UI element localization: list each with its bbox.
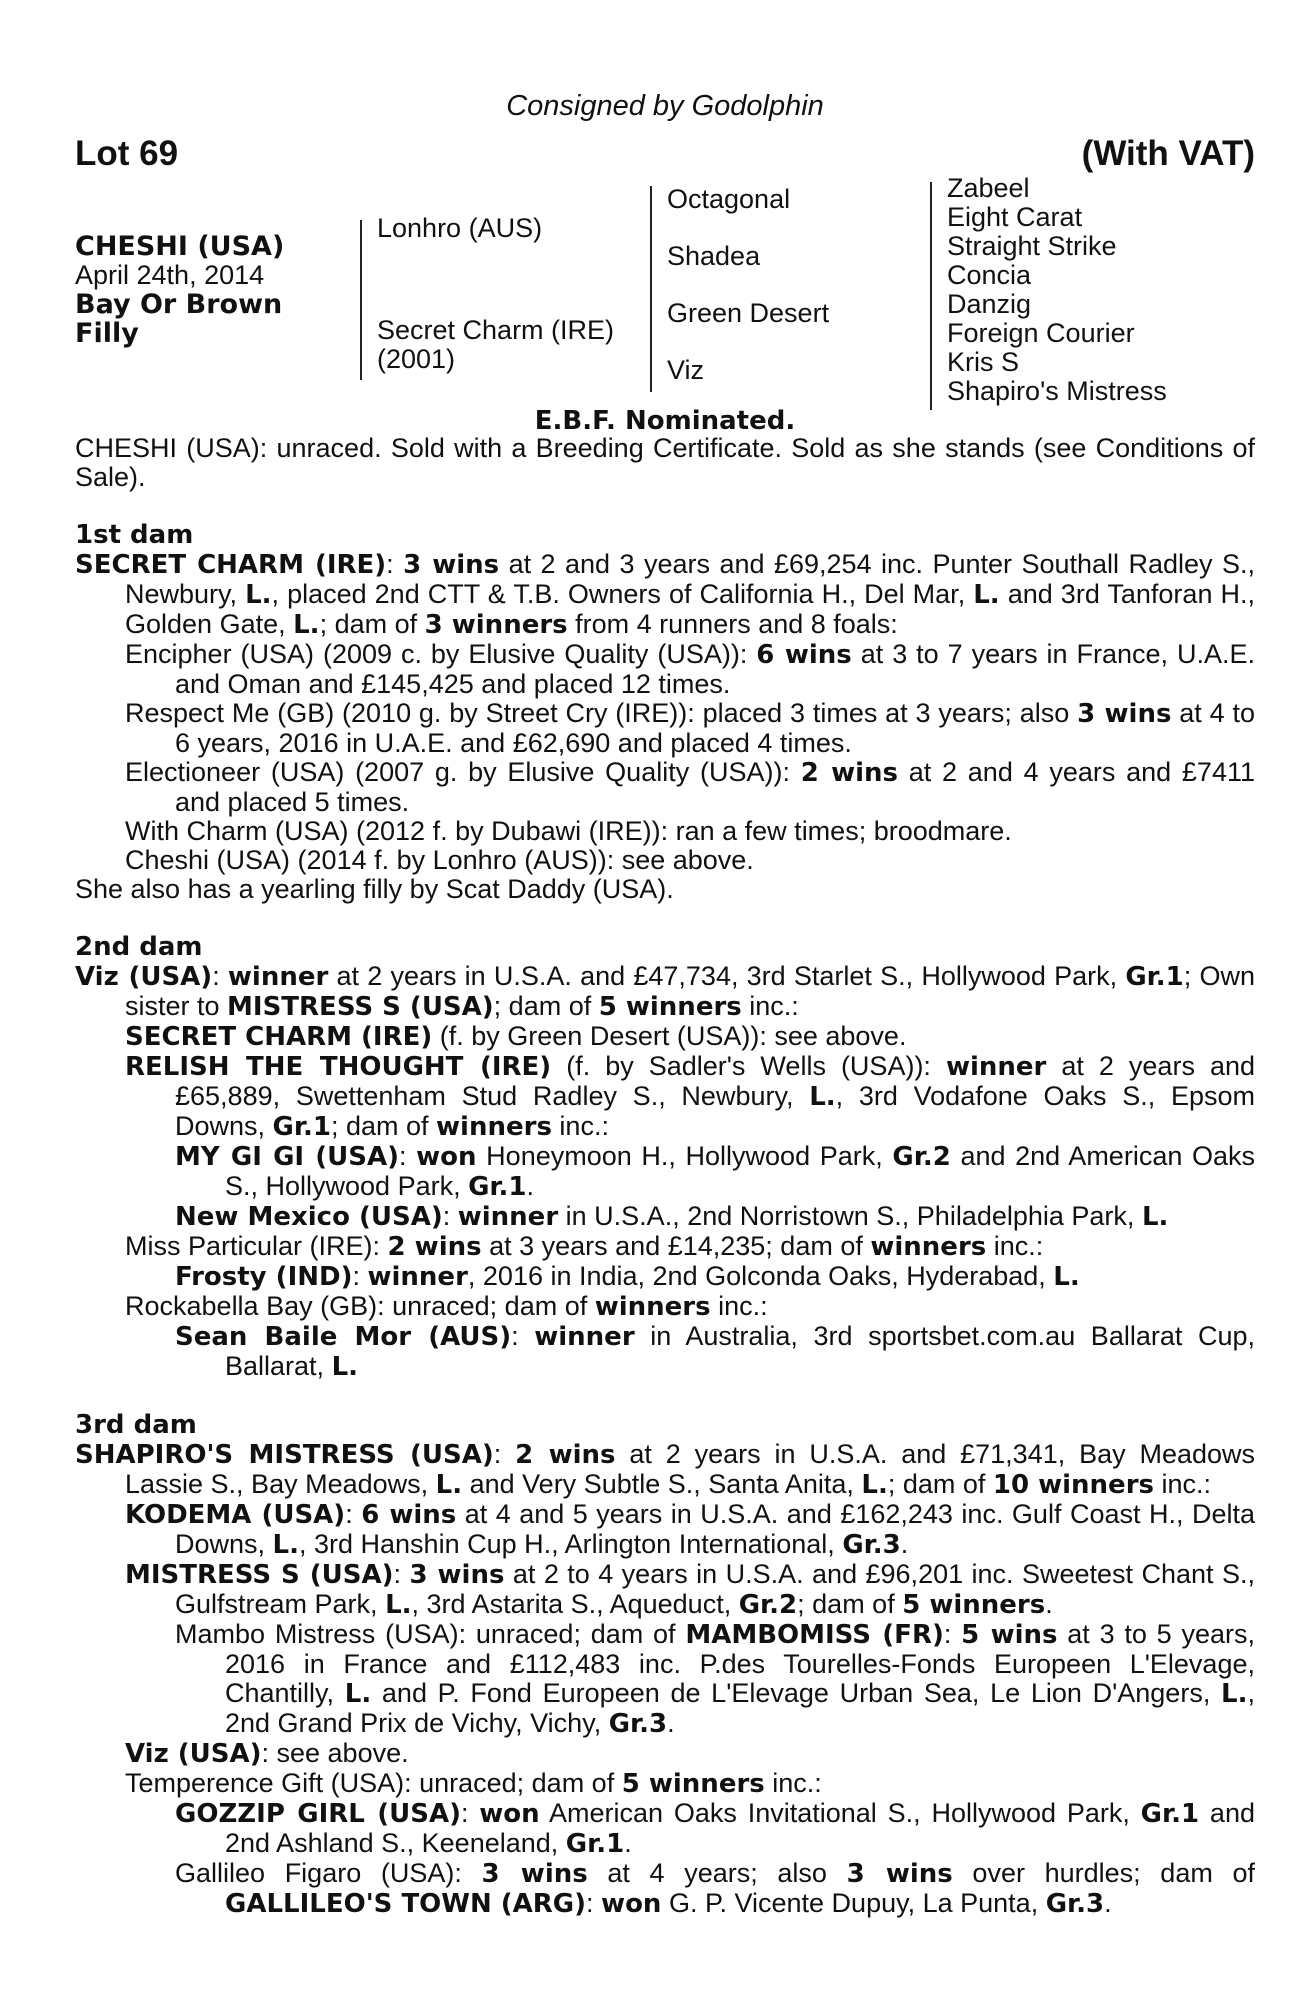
text: . [900,1529,909,1559]
intro-paragraph: CHESHI (USA): unraced. Sold with a Breeding Certificate. Sold as she stands (see Conditions of Sale). [75,433,1255,492]
bold-text: winner [534,1322,635,1352]
record-line [75,1440,1255,1500]
bold-text: Sean Baile Mor (AUS) [175,1322,512,1352]
text: over hurdles; dam of [952,1858,1255,1888]
text: ; dam of [493,991,599,1021]
bold-text: 2 wins [387,1232,482,1262]
sire-dam: Shadea [667,241,761,271]
ancestor: Shapiro's Mistress [947,376,1167,406]
bold-text: 5 winners [598,992,742,1022]
bold-text: L. [331,1352,359,1382]
dam-sire: Green Desert [667,298,830,328]
text: inc.: [741,991,799,1021]
text: ; dam of [319,609,425,639]
bold-text: 10 winners [992,1470,1154,1500]
record-line [75,1232,1255,1262]
dam-sections [75,521,1255,1919]
text: at 3 years and £14,235; dam of [481,1231,871,1261]
vat-status: (With VAT) [1081,134,1255,173]
dam: Secret Charm (IRE) [377,315,615,345]
text: ; dam of [887,1469,993,1499]
bold-text: winner [457,1202,559,1232]
consignor-line: Consigned by Godolphin [506,90,824,122]
section-heading: 3rd dam [75,1410,197,1440]
bold-text: 2 wins [515,1440,616,1470]
lot-number: Lot 69 [75,134,179,173]
record-line [75,1292,1255,1322]
text: : [943,1619,962,1649]
bold-text: 5 wins [961,1620,1058,1650]
text: , 3rd Astarita S., Aqueduct, [411,1589,739,1619]
text: She also has a yearling filly by Scat Daddy (USA). [75,874,674,904]
text: at 4 to 6 years, 2016 in U.A.E. and £62,690 and placed 4 times. [175,698,1255,758]
horse-color: Bay Or Brown [75,289,283,320]
text: . [624,1828,632,1858]
text: and 2nd Ashland S., Keeneland, [225,1798,1255,1858]
bold-text: Gr.1 [468,1172,527,1202]
text: : [399,1141,417,1171]
bold-text: Gr.3 [842,1530,901,1560]
bold-text: 3 wins [403,550,500,580]
record-line [75,1859,1255,1919]
text: : [460,1798,480,1828]
text: and Very Subtle S., Santa Anita, [462,1469,862,1499]
great-grandparents [947,174,1167,406]
bold-text: 3 winners [424,610,568,640]
bold-text: 3 wins [846,1859,953,1889]
bold-text: winners [594,1292,711,1322]
bold-text: Frosty (IND) [175,1262,353,1292]
text: (f. by Green Desert (USA)): see above. [432,1021,907,1051]
bold-text: L. [435,1470,463,1500]
text: , 3rd Hanshin Cup H., Arlington International, [299,1529,843,1559]
dam-section [75,521,1255,904]
record-line [75,875,1255,904]
bold-text: SECRET CHARM (IRE) [125,1022,433,1052]
horse-summary [75,232,284,348]
text: Cheshi (USA) (2014 f. by Lonhro (AUS)): see above. [125,845,754,875]
text: inc.: [551,1111,609,1141]
text: Rockabella Bay (GB): unraced; dam of [125,1291,595,1321]
text: . [1045,1589,1053,1619]
record-line [75,1022,1255,1052]
sire-sire: Octagonal [667,184,791,214]
bold-text: MISTRESS S (USA) [125,1560,394,1590]
pedigree-table [75,172,1255,412]
text: ; dam of [797,1589,903,1619]
text: and 3rd Tanforan H., Golden Gate, [125,579,1255,639]
bold-text: 3 wins [1077,699,1172,729]
text: . [667,1708,675,1738]
bold-text: Gr.2 [738,1590,798,1620]
text: With Charm (USA) (2012 f. by Dubawi (IRE)): ran a few times; broodmare. [125,816,1012,846]
horse-sex: Filly [75,318,139,349]
bold-text: winner [227,962,329,992]
text: ; Own sister to [125,961,1255,1021]
bold-text: Gr.1 [565,1829,625,1859]
bold-text: SHAPIRO'S MISTRESS (USA) [75,1440,494,1470]
bold-text: 6 wins [361,1500,457,1530]
text: in Australia, 3rd sportsbet.com.au Ballarat Cup, Ballarat, [225,1321,1255,1381]
bold-text: L. [385,1590,412,1620]
text: : [586,1888,602,1918]
record-line [75,1799,1255,1859]
record-line [75,1052,1255,1142]
bold-text: winner [367,1262,468,1292]
text: American Oaks Invitational S., Hollywood Park, [539,1798,1141,1828]
record-line [75,817,1255,846]
bold-text: L. [245,580,272,610]
bold-text: 3 wins [409,1560,505,1590]
text: from 4 runners and 8 foals: [567,609,898,639]
bold-text: 3 wins [481,1859,588,1889]
divider-line [930,182,932,410]
divider-line [360,220,362,380]
bold-text: 5 winners [902,1590,1046,1620]
horse-name: CHESHI (USA) [75,231,285,262]
ancestor: Kris S [947,347,1020,377]
bold-text: won [479,1799,540,1829]
text: inc.: [1154,1469,1212,1499]
text: ; dam of [330,1111,437,1141]
bold-text: SECRET CHARM (IRE) [75,550,387,580]
bold-text: GOZZIP GIRL (USA) [175,1799,461,1829]
bold-text: L. [1053,1262,1080,1292]
record-line [75,640,1255,699]
text: Respect Me (GB) (2010 g. by Street Cry (IRE)): placed 3 times at 3 years; also [125,698,1078,728]
dam-year: (2001) [377,344,456,374]
horse-dob: April 24th, 2014 [75,260,265,290]
text: Miss Particular (IRE): [125,1231,388,1261]
bold-text: Viz (USA) [75,962,213,992]
bold-text: Gr.1 [1140,1799,1200,1829]
bold-text: L. [973,580,1000,610]
text: at 2 years and £65,889, Swettenham Stud Radley S., Newbury, [175,1051,1255,1111]
bold-text: L. [1221,1679,1248,1709]
record-line [75,1769,1255,1799]
bold-text: 2 wins [800,758,899,788]
record-line [75,962,1255,1022]
text: , 2016 in India, 2nd Golconda Oaks, Hyderabad, [467,1261,1054,1291]
bold-text: Gr.3 [1045,1889,1105,1919]
bold-text: Gr.2 [892,1142,951,1172]
record-line [75,758,1255,817]
bold-text: winner [945,1052,1047,1082]
text: : [493,1439,516,1469]
bold-text: MISTRESS S (USA) [227,992,494,1022]
bold-text: L. [272,1530,299,1560]
text: at 2 years in U.S.A. and £47,734, 3rd Starlet S., Hollywood Park, [328,961,1126,991]
text: : [212,961,228,991]
produce-record [75,434,1255,1919]
bold-text: Gr.1 [272,1112,331,1142]
bold-text: won [601,1889,662,1919]
text: (f. by Sadler's Wells (USA)): [551,1051,946,1081]
bold-text: L. [1141,1202,1169,1232]
ancestor: Zabeel [947,173,1030,203]
dam-dam: Viz [667,355,705,385]
text: Gallileo Figaro (USA): [175,1858,482,1888]
divider-line [650,186,652,392]
bold-text: L. [861,1470,888,1500]
text: at 2 and 4 years and £7411 and placed 5 times. [175,757,1255,817]
text: : [345,1499,362,1529]
text: at 3 to 7 years in France, U.A.E. and Oman and £145,425 and placed 12 times. [175,639,1256,699]
bold-text: L. [293,610,320,640]
text: G. P. Vicente Dupuy, La Punta, [661,1888,1046,1918]
text: at 2 and 3 years and £69,254 inc. Punter Southall Radley S., Newbury, [125,549,1255,609]
record-line [75,550,1255,640]
record-line [75,1322,1255,1382]
text: and P. Fond Europeen de L'Elevage Urban Sea, Le Lion D'Angers, [371,1678,1222,1708]
bold-text: Gr.1 [1125,962,1184,992]
record-line [75,1739,1255,1769]
text: , 2nd Grand Prix de Vichy, Vichy, [225,1678,1255,1738]
bold-text: 6 wins [756,640,852,670]
text: : [352,1261,368,1291]
text: . [526,1171,535,1201]
text: : [386,549,404,579]
text: Encipher (USA) (2009 c. by Elusive Quality (USA)): [125,639,757,669]
section-heading: 1st dam [75,520,194,550]
text: at 3 to 5 years, 2016 in France and £112,483 inc. P.des Tourelles-Fonds Europeen L'Elevage, Chantilly, [225,1619,1255,1708]
record-line [75,1500,1255,1560]
text: inc.: [710,1291,768,1321]
text: at 2 years in U.S.A. and £71,341, Bay Meadows Lassie S., Bay Meadows, [125,1439,1256,1499]
record-line [75,1620,1255,1739]
ebf-nomination: E.B.F. Nominated. [534,406,796,436]
bold-text: winners [436,1112,552,1142]
bold-text: Gr.3 [608,1709,668,1739]
bold-text: MAMBOMISS (FR) [685,1620,944,1650]
dam-section [75,1411,1255,1919]
text: at 2 to 4 years in U.S.A. and £96,201 inc. Sweetest Chant S., Gulfstream Park, [175,1559,1255,1619]
text: , 3rd Vodafone Oaks S., Epsom Downs, [175,1081,1256,1141]
text: : [393,1559,410,1589]
text: Honeymoon H., Hollywood Park, [476,1141,893,1171]
ancestor: Straight Strike [947,231,1117,261]
ancestor: Foreign Courier [947,318,1135,348]
record-line [75,1142,1255,1202]
record-line [75,846,1255,875]
catalogue-page [75,0,1255,2000]
text: . [1104,1888,1112,1918]
text: : [511,1321,535,1351]
text: in U.S.A., 2nd Norristown S., Philadelphia Park, [558,1201,1142,1231]
bold-text: KODEMA (USA) [125,1500,346,1530]
ancestor: Eight Carat [947,202,1083,232]
record-line [75,1560,1255,1620]
bold-text: L. [344,1679,372,1709]
text: Electioneer (USA) (2007 g. by Elusive Quality (USA)): [125,757,801,787]
bold-text: L. [809,1082,836,1112]
text: Mambo Mistress (USA): unraced; dam of [175,1619,686,1649]
bold-text: Viz (USA) [125,1739,262,1769]
text: , placed 2nd CTT & T.B. Owners of California H., Del Mar, [271,579,974,609]
text: : [442,1201,458,1231]
record-line [75,1262,1255,1292]
text: and 2nd American Oaks S., Hollywood Park, [225,1141,1255,1201]
bold-text: MY GI GI (USA) [175,1142,399,1172]
ancestor: Concia [947,260,1032,290]
sire: Lonhro (AUS) [377,213,543,243]
bold-text: RELISH THE THOUGHT (IRE) [125,1052,552,1082]
text: at 4 and 5 years in U.S.A. and £162,243 inc. Gulf Coast H., Delta Downs, [175,1499,1255,1559]
section-heading: 2nd dam [75,932,203,962]
bold-text: New Mexico (USA) [175,1202,443,1232]
text: : see above. [261,1738,409,1768]
ancestor: Danzig [947,289,1032,319]
record-line [75,699,1255,758]
bold-text: 5 winners [621,1769,765,1799]
dam-section [75,933,1255,1382]
text: inc.: [764,1768,822,1798]
bold-text: winners [870,1232,987,1262]
bold-text: GALLILEO'S TOWN (ARG) [225,1889,587,1919]
text: at 4 years; also [587,1858,847,1888]
record-line [75,1202,1255,1232]
bold-text: won [416,1142,477,1172]
text: Temperence Gift (USA): unraced; dam of [125,1768,622,1798]
text: inc.: [986,1231,1044,1261]
